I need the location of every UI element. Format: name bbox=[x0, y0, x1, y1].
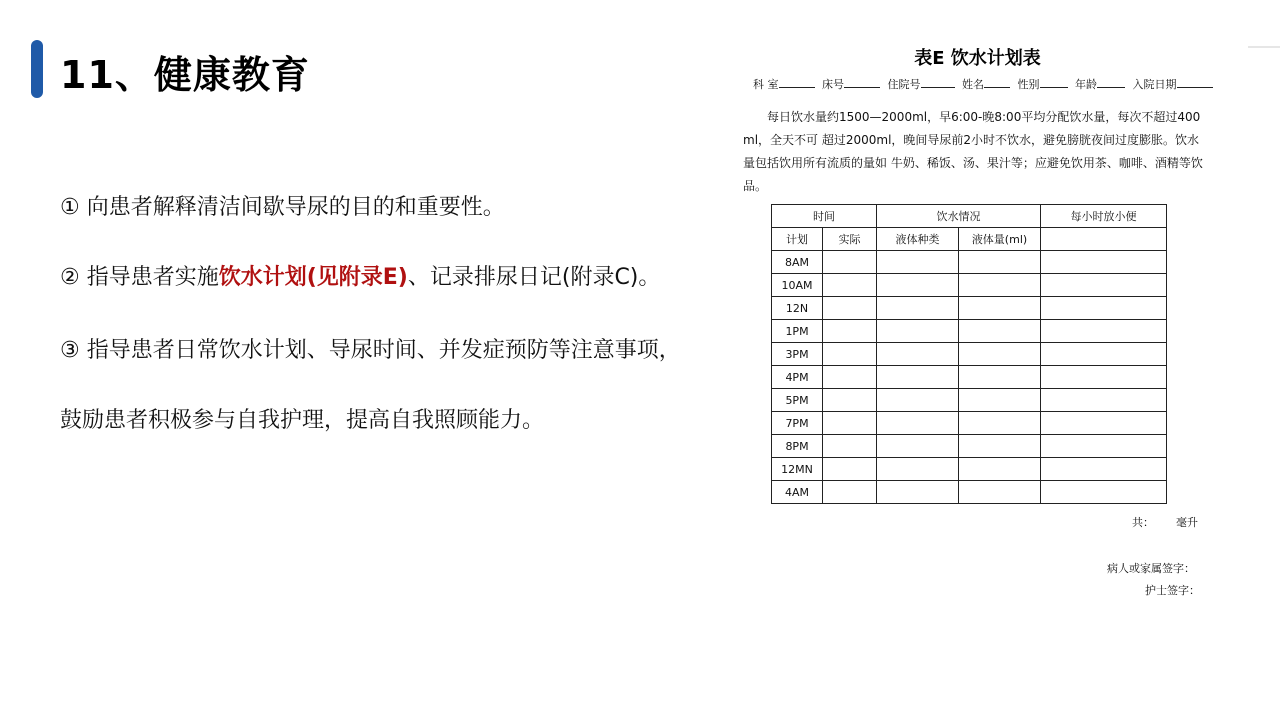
cell-liquid-type[interactable] bbox=[877, 412, 959, 435]
cell-liquid-amount[interactable] bbox=[959, 274, 1041, 297]
total-unit: 毫升 bbox=[1176, 516, 1198, 529]
bullet-2-text: ② 指导患者实施 bbox=[60, 265, 219, 290]
admission-no-blank bbox=[921, 76, 955, 88]
bullet-2-highlight: 饮水计划(见附录E) bbox=[218, 265, 408, 290]
planned-time: 12MN bbox=[772, 458, 823, 481]
corner-divider bbox=[1248, 46, 1280, 48]
field-label-department: 科 室 bbox=[753, 78, 779, 91]
department-blank bbox=[779, 76, 815, 88]
cell-urination[interactable] bbox=[1041, 412, 1167, 435]
bullet-1-text: ① 向患者解释清洁间歇导尿的目的和重要性。 bbox=[60, 195, 505, 220]
cell-urination[interactable] bbox=[1041, 343, 1167, 366]
planned-time: 4AM bbox=[772, 481, 823, 504]
table-row bbox=[772, 435, 1167, 458]
table-row bbox=[772, 458, 1167, 481]
form-title: 表E 饮水计划表 bbox=[914, 48, 1041, 69]
bed-blank bbox=[844, 76, 880, 88]
cell-urination[interactable] bbox=[1041, 435, 1167, 458]
field-label-admission-date: 入院日期 bbox=[1132, 78, 1177, 91]
cell-urination[interactable] bbox=[1041, 389, 1167, 412]
cell-actual[interactable] bbox=[823, 389, 877, 412]
planned-time: 8AM bbox=[772, 251, 823, 274]
cell-urination[interactable] bbox=[1041, 320, 1167, 343]
cell-liquid-amount[interactable] bbox=[959, 251, 1041, 274]
planned-time: 3PM bbox=[772, 343, 823, 366]
cell-liquid-amount[interactable] bbox=[959, 481, 1041, 504]
field-label-admission-no: 住院号 bbox=[887, 78, 921, 91]
age-blank bbox=[1097, 76, 1125, 88]
cell-urination[interactable] bbox=[1041, 274, 1167, 297]
planned-time: 8PM bbox=[772, 435, 823, 458]
cell-liquid-type[interactable] bbox=[877, 458, 959, 481]
cell-actual[interactable] bbox=[823, 251, 877, 274]
cell-liquid-amount[interactable] bbox=[959, 297, 1041, 320]
patient-info-line bbox=[753, 76, 1217, 92]
field-label-age: 年龄 bbox=[1075, 78, 1097, 91]
cell-actual[interactable] bbox=[823, 481, 877, 504]
page-title: 11、健康教育 bbox=[60, 53, 310, 97]
total-volume bbox=[1132, 514, 1198, 530]
bullet-3-continuation bbox=[60, 403, 544, 434]
cell-actual[interactable] bbox=[823, 412, 877, 435]
planned-time: 1PM bbox=[772, 320, 823, 343]
cell-liquid-type[interactable] bbox=[877, 343, 959, 366]
nurse-signature-label: 护士签字： bbox=[1145, 584, 1200, 597]
bullet-1 bbox=[60, 190, 505, 221]
subheader-urination-blank bbox=[1041, 228, 1167, 251]
admission-date-blank bbox=[1177, 76, 1213, 88]
patient-signature-label: 病人或家属签字： bbox=[1107, 562, 1195, 575]
cell-liquid-type[interactable] bbox=[877, 274, 959, 297]
cell-actual[interactable] bbox=[823, 297, 877, 320]
field-label-name: 姓名 bbox=[962, 78, 984, 91]
cell-liquid-type[interactable] bbox=[877, 320, 959, 343]
table-row bbox=[772, 412, 1167, 435]
cell-liquid-type[interactable] bbox=[877, 297, 959, 320]
cell-liquid-amount[interactable] bbox=[959, 389, 1041, 412]
header-water-intake: 饮水情况 bbox=[877, 205, 1041, 228]
planned-time: 5PM bbox=[772, 389, 823, 412]
cell-liquid-type[interactable] bbox=[877, 251, 959, 274]
cell-actual[interactable] bbox=[823, 435, 877, 458]
total-label: 共： bbox=[1132, 516, 1154, 529]
title-accent-bar bbox=[31, 40, 43, 98]
table-row bbox=[772, 320, 1167, 343]
cell-liquid-amount[interactable] bbox=[959, 366, 1041, 389]
table-row bbox=[772, 389, 1167, 412]
cell-urination[interactable] bbox=[1041, 458, 1167, 481]
table-row bbox=[772, 366, 1167, 389]
water-plan-form bbox=[735, 40, 1220, 620]
subheader-planned: 计划 bbox=[772, 228, 823, 251]
bullet-3-continuation-text: 鼓励患者积极参与自我护理，提高自我照顾能力。 bbox=[60, 408, 545, 433]
planned-time: 7PM bbox=[772, 412, 823, 435]
cell-liquid-amount[interactable] bbox=[959, 458, 1041, 481]
table-row bbox=[772, 481, 1167, 504]
field-label-sex: 性别 bbox=[1017, 78, 1040, 91]
bullet-2 bbox=[60, 260, 660, 291]
table-sub-header-row bbox=[772, 228, 1167, 251]
subheader-actual: 实际 bbox=[823, 228, 877, 251]
field-label-bed: 床号 bbox=[822, 78, 844, 91]
cell-urination[interactable] bbox=[1041, 366, 1167, 389]
cell-liquid-amount[interactable] bbox=[959, 320, 1041, 343]
table-row bbox=[772, 343, 1167, 366]
planned-time: 10AM bbox=[772, 274, 823, 297]
subheader-liquid-type: 液体种类 bbox=[877, 228, 959, 251]
table-row bbox=[772, 274, 1167, 297]
cell-urination[interactable] bbox=[1041, 297, 1167, 320]
bullet-2-suffix: 、记录排尿日记(附录C)。 bbox=[407, 265, 661, 290]
planned-time: 12N bbox=[772, 297, 823, 320]
cell-urination[interactable] bbox=[1041, 481, 1167, 504]
cell-liquid-type[interactable] bbox=[877, 481, 959, 504]
cell-liquid-type[interactable] bbox=[877, 389, 959, 412]
cell-liquid-type[interactable] bbox=[877, 366, 959, 389]
cell-liquid-amount[interactable] bbox=[959, 435, 1041, 458]
bullet-3-text: ③ 指导患者日常饮水计划、导尿时间、并发症预防等注意事项， bbox=[60, 338, 681, 363]
sex-blank bbox=[1040, 76, 1068, 88]
cell-liquid-amount[interactable] bbox=[959, 412, 1041, 435]
table-row bbox=[772, 297, 1167, 320]
cell-actual[interactable] bbox=[823, 458, 877, 481]
name-blank bbox=[984, 76, 1010, 88]
cell-actual[interactable] bbox=[823, 320, 877, 343]
table-group-header-row bbox=[772, 205, 1167, 228]
table-row bbox=[772, 251, 1167, 274]
header-hourly-urination: 每小时放小便 bbox=[1041, 205, 1167, 228]
form-instructions: 每日饮水量约1500—2000ml，早6:00-晚8:00平均分配饮水量，每次不超过400 ml，全天不可 超过2000ml，晚间导尿前2小时不饮水，避免膀胱夜间过度膨胀。饮水量包括饮用所有流质的量如 牛奶、稀饭、汤、果汁等；应避免饮用茶、咖啡、酒精等饮品。 bbox=[743, 110, 1203, 193]
header-time: 时间 bbox=[772, 205, 877, 228]
planned-time: 4PM bbox=[772, 366, 823, 389]
cell-actual[interactable] bbox=[823, 274, 877, 297]
cell-liquid-type[interactable] bbox=[877, 435, 959, 458]
water-plan-table bbox=[771, 204, 1167, 504]
cell-actual[interactable] bbox=[823, 343, 877, 366]
subheader-liquid-amount: 液体量(ml) bbox=[959, 228, 1041, 251]
cell-urination[interactable] bbox=[1041, 251, 1167, 274]
cell-actual[interactable] bbox=[823, 366, 877, 389]
cell-liquid-amount[interactable] bbox=[959, 343, 1041, 366]
bullet-3 bbox=[60, 333, 681, 364]
